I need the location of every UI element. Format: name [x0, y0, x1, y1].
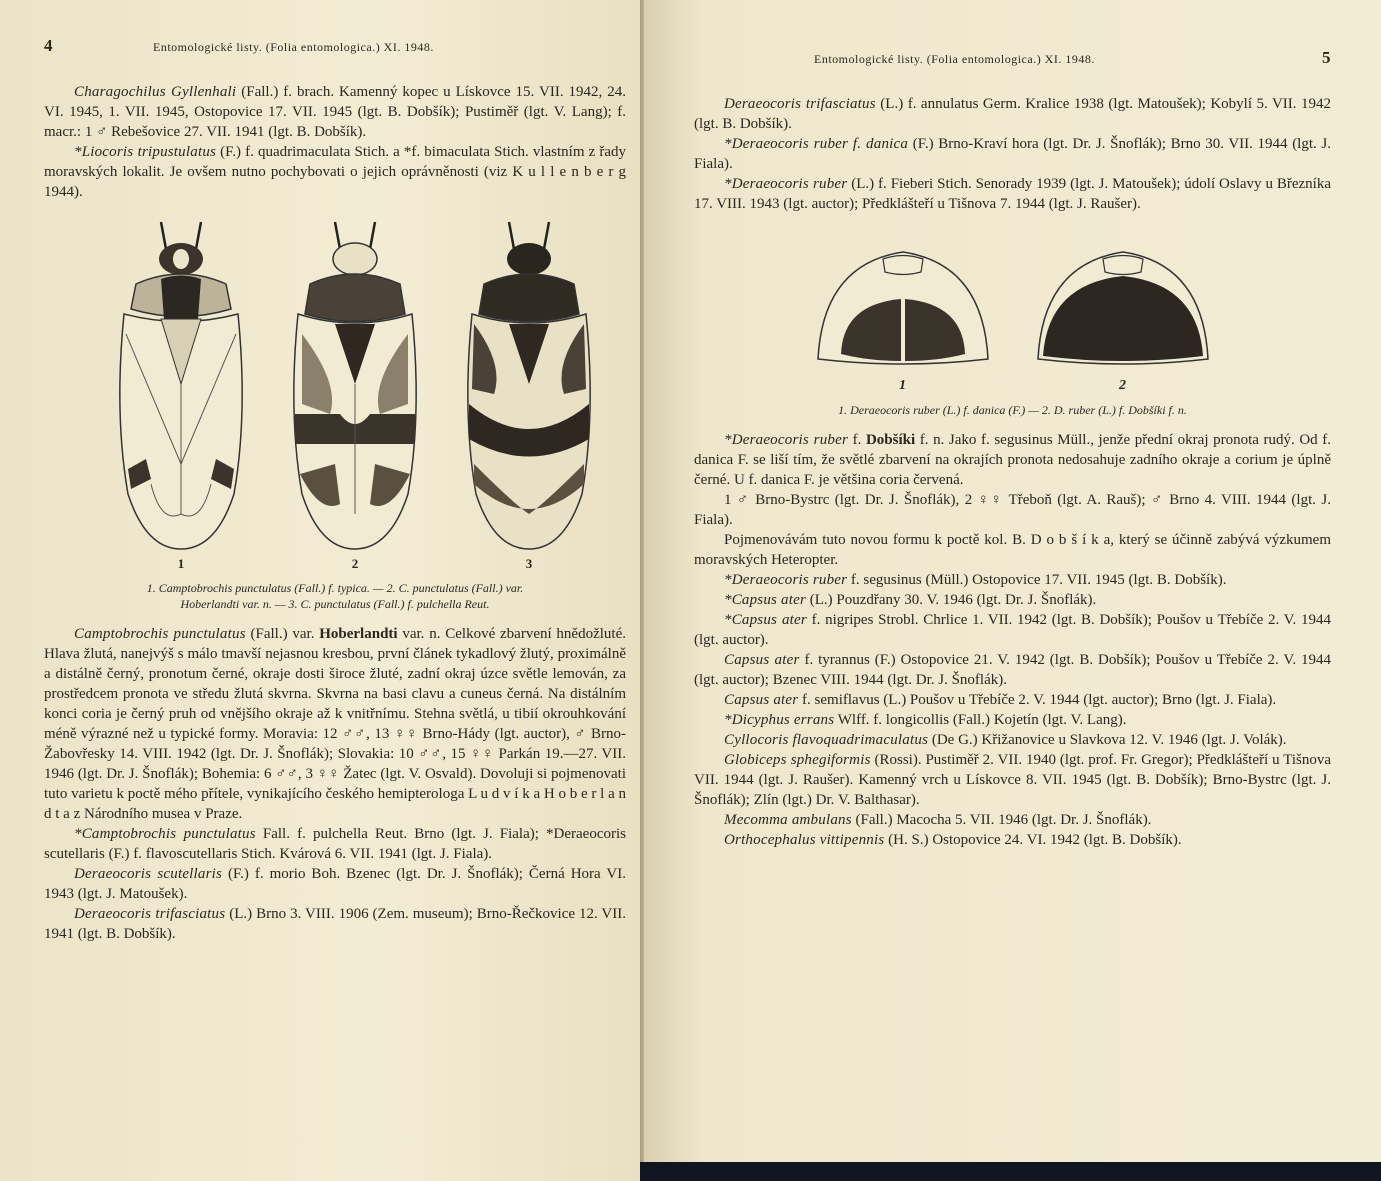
species-entry — [694, 730, 1331, 750]
figure-caption: 1. Camptobrochis punctulatus (Fall.) f. typica. — 2. C. punctulatus (Fall.) var. Hoberlandti var. n. — 3. C. punctulatus (Fall.) f. pulchella Reut. — [146, 581, 524, 611]
entry-text: f. n. Jako f. segusinus Müll., jenže přední okraj pronota rudý. Od f. danica F. se liší tím, že světlé zbarvení na okrajích pronota nedosahuje zadního okraje a corium je úplně černé. U f. danica F. je většina coria červená. — [694, 432, 1332, 488]
pronotum-figure — [694, 244, 1331, 394]
species-name: Camptobrochis punctulatus — [74, 626, 246, 642]
page-number: 5 — [1322, 48, 1331, 67]
entry-text: (L.) Brno 3. VIII. 1906 (Zem. museum); Brno-Řečkovice 12. VII. 1941 (lgt. B. Dobšík). — [44, 906, 627, 942]
entry-text: (L.) f. annulatus Germ. Kralice 1938 (lgt. Matoušek); Kobylí 5. VII. 1942 (lgt. B. Dobšík). — [694, 96, 1332, 132]
entry-text: (L.) f. Fieberi Stich. Senorady 1939 (lgt. J. Matoušek); údolí Oslavy u Březníka 17. VIII. 1943 (lgt. auctor); Předklášteří u Tišnova 7. 1944 (lgt. J. Raušer). — [694, 176, 1331, 212]
entry-text: (F.) f. quadrimaculata Stich. a *f. bimaculata Stich. vlastním z řady moravských lokalit. Je ovšem nutno pochybovati o jejich oprávněnosti (viz K u l l e n b e r g 1944). — [44, 144, 626, 200]
figure-number: 1 — [899, 378, 906, 393]
species-name: Mecomma ambulans — [724, 812, 852, 828]
entry-text: f. tyrannus (F.) Ostopovice 21. V. 1942 (lgt. B. Dobšík); Poušov u Třebíče 2. V. 1944 (lgt. auctor); Bzenec VIII. 1944 (lgt. Dr. J. Šnoflák). — [694, 652, 1332, 688]
beetle-illustration-2 — [280, 214, 430, 572]
species-entry — [694, 174, 1331, 214]
new-form-name: Dobšíki — [865, 432, 916, 448]
running-head: Entomologické listy. (Folia entomologica.) XI. 1948. — [814, 52, 1095, 66]
species-name: *Camptobrochis punctulatus — [74, 826, 256, 842]
species-entry — [694, 134, 1331, 174]
species-name: Charagochilus Gyllenhali — [74, 84, 237, 100]
species-entry — [694, 570, 1331, 590]
figure-caption: 1. Deraeocoris ruber (L.) f. danica (F.) — 2. D. ruber (L.) f. Dobšíki f. n. — [838, 403, 1187, 417]
entry-text: Wlff. f. longicollis (Fall.) Kojetín (lgt. V. Lang). — [837, 712, 1127, 728]
species-entry — [694, 830, 1331, 850]
entry-text: 1 ♂ Brno-Bystrc (lgt. Dr. J. Šnoflák), 2 ♀♀ Třeboň (lgt. A. Rauš); ♂ Brno 4. VIII. 1944 (lgt. J. Fiala). — [694, 492, 1331, 528]
species-entry: *Deraeocoris ruber f. Dobšíki f. n. Jako f. segusinus Müll., jenže přední okraj pronota rudý. Od f. danica F. se liší tím, že světlé zbarvení na okrajích pronota nedosahuje zadního okraje a corium je úplně černé. U f. danica F. je většina coria červená. — [694, 432, 1332, 488]
species-entry — [44, 864, 626, 904]
species-name: *Capsus ater — [724, 612, 807, 628]
species-entry — [694, 610, 1331, 650]
running-head: Entomologické listy. (Folia entomologica.) XI. 1948. — [153, 40, 434, 54]
right-page — [644, 0, 1381, 1181]
background-edge — [640, 1162, 1381, 1181]
left-page-header — [44, 36, 626, 56]
page-number: 4 — [44, 36, 53, 55]
left-page — [0, 0, 640, 1181]
figure-number: 2 — [1119, 378, 1126, 393]
species-name: *Deraeocoris ruber f. danica — [724, 136, 909, 152]
species-entry — [694, 690, 1331, 710]
species-name: *Deraeocoris ruber — [724, 572, 848, 588]
species-name: Capsus ater — [724, 692, 799, 708]
species-name: *Liocoris tripustulatus — [74, 144, 217, 160]
species-name: Deraeocoris scutellaris — [74, 866, 223, 882]
figure-number: 3 — [525, 556, 533, 571]
entry-text: Pojmenovávám tuto novou formu k poctě kol. B. D o b š í k a, který se účinně zabývá výzkumem moravských Heteropter. — [694, 532, 1331, 568]
species-entry — [694, 590, 1331, 610]
species-name: *Capsus ater — [724, 592, 806, 608]
pronotum-illustration-1 — [813, 244, 993, 394]
species-entry — [694, 810, 1331, 830]
entry-text: (Fall.) f. brach. Kamenný kopec u Lískovce 15. VII. 1942, 24. VI. 1945, 1. VII. 1945, Ostopovice 17. VII. 1945 (lgt. B. Dobšík); Pustiměř (lgt. V. Lang); f. macr.: 1 ♂ Rebešovice 27. VII. 1941 (lgt. B. Dobšík). — [44, 84, 627, 140]
species-entry — [694, 710, 1331, 730]
species-entry — [44, 824, 626, 864]
species-name: Deraeocoris trifasciatus — [724, 96, 876, 112]
entry-text: (L.) Pouzdřany 30. V. 1946 (lgt. Dr. J. Šnoflák). — [809, 592, 1097, 608]
beetle-illustration-1 — [106, 214, 256, 572]
species-name: Orthocephalus vittipennis — [724, 832, 885, 848]
beetle-figure — [94, 212, 616, 572]
entry-text: (De G.) Křižanovice u Slavkova 12. V. 1946 (lgt. J. Volák). — [931, 732, 1287, 748]
entry-text: (Rossi). Pustiměř 2. VII. 1940 (lgt. prof. Fr. Gregor); Předklášteří u Tišnova VII. 1944 (lgt. J. Raušer). Kamenný vrch u Lískovce 8. VII. 1945 (lgt. B. Dobšík); Brno-Bystrc (lgt. J. Šnoflák); Zlín (lgt.) Dr. V. Balthasar). — [694, 752, 1332, 808]
entry-text: (F.) Brno-Kraví hora (lgt. Dr. J. Šnoflák); Brno 30. VII. 1944 (lgt. J. Fiala). — [694, 136, 1331, 172]
figure-number: 1 — [177, 556, 185, 571]
entry-text: f. nigripes Strobl. Chrlice 1. VII. 1942 (lgt. B. Dobšík); Poušov u Třebíče 2. V. 1944 (lgt. auctor). — [694, 612, 1331, 648]
species-name: Deraeocoris trifasciatus — [74, 906, 226, 922]
species-name: Capsus ater — [724, 652, 800, 668]
entry-text: (Fall.) Macocha 5. VII. 1946 (lgt. Dr. J. Šnoflák). — [855, 812, 1152, 828]
species-entry — [694, 94, 1331, 134]
species-entry — [44, 142, 626, 202]
figure-number: 2 — [351, 556, 359, 571]
species-entry — [694, 650, 1331, 690]
species-name: *Deraeocoris ruber — [724, 176, 848, 192]
species-entry — [694, 750, 1331, 810]
new-variety-name: Hoberlandti — [319, 626, 398, 642]
entry-text: Fall. f. pulchella Reut. Brno (lgt. J. Fiala); *Deraeocoris scutellaris (F.) f. flavoscutellaris Stich. Kvárová 6. VII. 1941 (lgt. J. Fiala). — [44, 826, 626, 862]
species-name: *Deraeocoris ruber — [724, 432, 849, 448]
species-entry: Camptobrochis punctulatus (Fall.) var. Hoberlandti var. n. Celkové zbarvení hnědožluté. Hlava žlutá, nanejvýš s málo tmavší nejasnou kresbou, první článek tykadlový žlutý, proximálně a distálně černý, pronotum černé, okraje dosti široce žluté, zadní okraj úzce světle lemován, za prostředcem pronota ve středu žlutá skvrna. Skvrna na basi clavu a cuneus černá. Na distálním konci coria je černý pruh od vnějšího okraje až k vnitřnímu. Stehna světlá, u tibií okrouhkování méně výrazné než u typické formy. Moravia: 12 ♂♂, 13 ♀♀ Brno-Hády (lgt. auctor), ♂ Brno-Žabovřesky 14. VIII. 1942 (lgt. Dr. J. Šnoflák); Slovakia: 10 ♂♂, 15 ♀♀ Parkán 19.—27. VII. 1946 (lgt. Dr. J. Šnoflák); Bohemia: 6 ♂♂, 3 ♀♀ Žatec (lgt. V. Osvald). Dovoluji si pojmenovati tuto varietu k poctě mého přítele, vynikajícího českého hemipterologa L u d v í k a H o b e r l a n d t a z Národního musea v Praze. — [44, 626, 626, 822]
entry-text: (F.) f. morio Boh. Bzenec (lgt. Dr. J. Šnoflák); Černá Hora VI. 1943 (lgt. J. Matoušek). — [44, 866, 626, 902]
pronotum-illustration-2 — [1033, 244, 1213, 394]
species-name: Globiceps sphegiformis — [724, 752, 871, 768]
entry-text: f. semiflavus (L.) Poušov u Třebíče 2. V. 1944 (lgt. auctor); Brno (lgt. J. Fiala). — [802, 692, 1277, 708]
right-page-header — [694, 48, 1331, 68]
species-name: Cyllocoris flavoquadrimaculatus — [724, 732, 929, 748]
entry-text: f. segusinus (Müll.) Ostopovice 17. VII. 1945 (lgt. B. Dobšík). — [850, 572, 1227, 588]
entry-text: (H. S.) Ostopovice 24. VI. 1942 (lgt. B. Dobšík). — [888, 832, 1182, 848]
species-entry — [44, 904, 626, 944]
species-entry — [44, 82, 626, 142]
beetle-illustration-3 — [454, 214, 604, 572]
entry-text: var. n. Celkové zbarvení hnědožluté. Hlava žlutá, nanejvýš s málo tmavší nejasnou kresbou, první článek tykadlový žlutý, proximálně a distálně černý, pronotum černé, okraje dosti široce žluté, zadní okraj úzce světle lemován, za prostředcem pronota ve středu žlutá skvrna. Skvrna na basi clavu a cuneus černá. Na distálním konci coria je černý pruh od vnějšího okraje až k vnitřnímu. Stehna světlá, u tibií okrouhkování méně výrazné než u typické formy. Moravia: 12 ♂♂, 13 ♀♀ Brno-Hády (lgt. auctor), ♂ Brno-Žabovřesky 14. VIII. 1942 (lgt. Dr. J. Šnoflák); Slovakia: 10 ♂♂, 15 ♀♀ Parkán 19.—27. VII. 1946 (lgt. Dr. J. Šnoflák); Bohemia: 6 ♂♂, 3 ♀♀ Žatec (lgt. V. Osvald). Dovoluji si pojmenovati tuto varietu k poctě mého přítele, vynikajícího českého hemipterologa L u d v í k a H o b e r l a n d t a z Národního musea v Praze. — [44, 626, 626, 822]
species-name: *Dicyphus errans — [724, 712, 835, 728]
